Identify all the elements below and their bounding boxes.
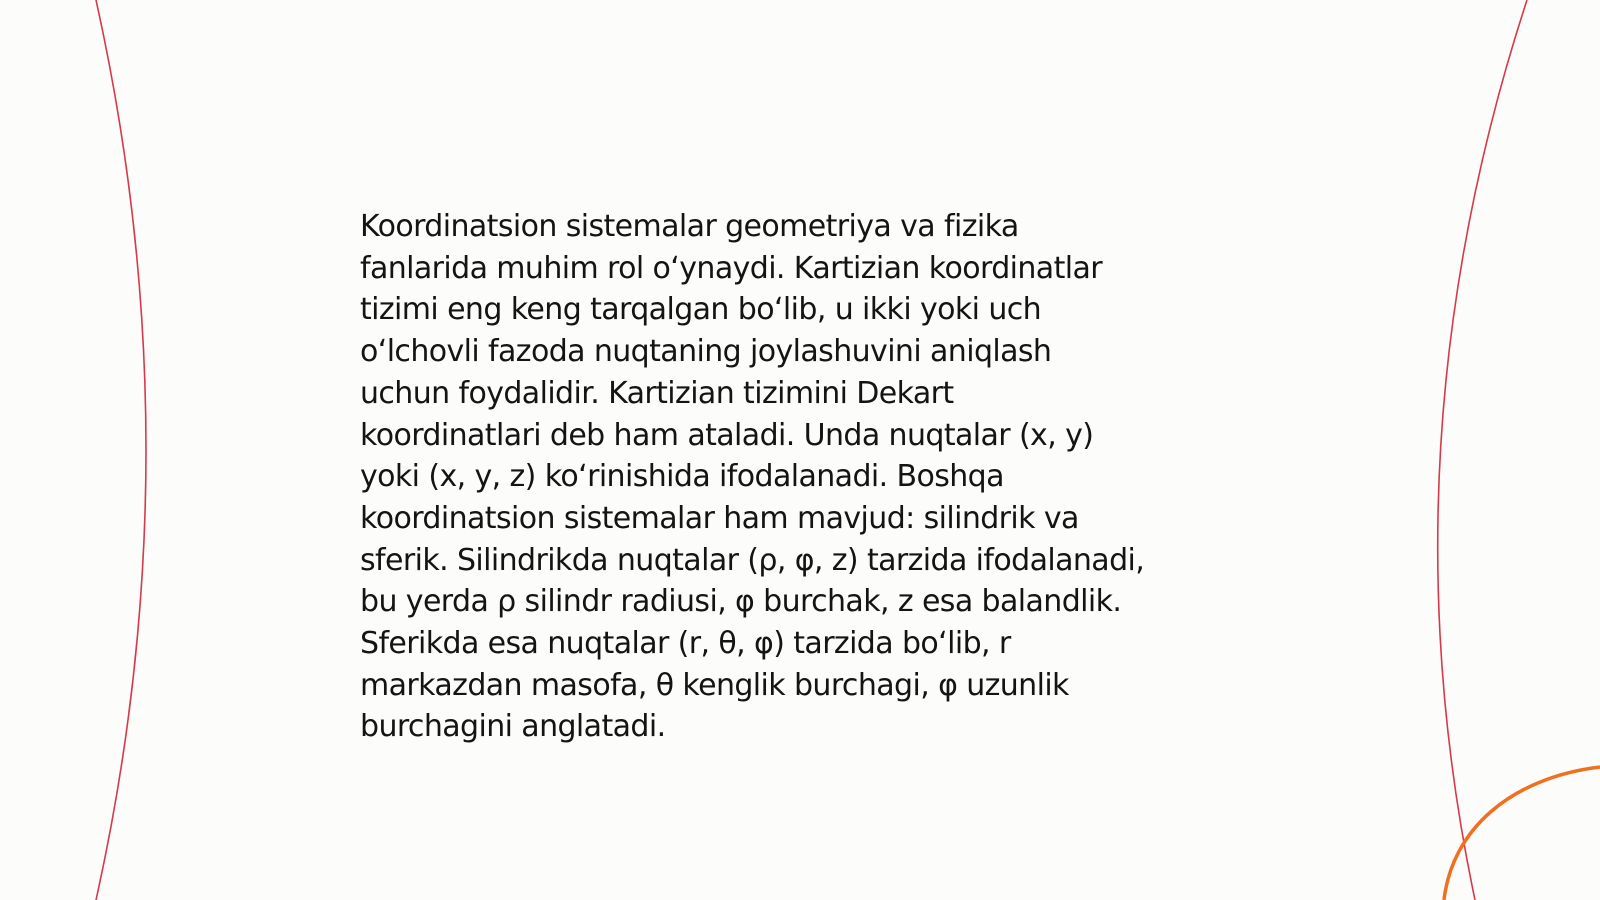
left-curve-decoration — [96, 0, 146, 900]
orange-arc-decoration — [1444, 767, 1600, 900]
body-paragraph: Koordinatsion sistemalar geometriya va fizika fanlarida muhim rol o‘ynaydi. Kartizian koordinatlar tizimi eng keng tarqalgan bo‘lib, u ikki yoki uch o‘lchovli fazoda nuqtaning joylashuvini aniqlash uchun foydalidir. Kartizian tizimini Dekart koordinatlari deb ham ataladi. Unda nuqtalar (x, y) yoki (x, y, z) ko‘rinishida ifodalanadi. Boshqa koordinatsion sistemalar ham mavjud: silindrik va sferik. Silindrikda nuqtalar (ρ, φ, z) tarzida ifodalanadi, bu yerda ρ silindr radiusi, φ burchak, z esa balandlik. Sferikda esa nuqtalar (r, θ, φ) tarzida bo‘lib, r markazdan masofa, θ kenglik burchagi, φ uzunlik burchagini anglatadi. — [360, 209, 1145, 745]
right-curve-decoration — [1438, 0, 1527, 900]
